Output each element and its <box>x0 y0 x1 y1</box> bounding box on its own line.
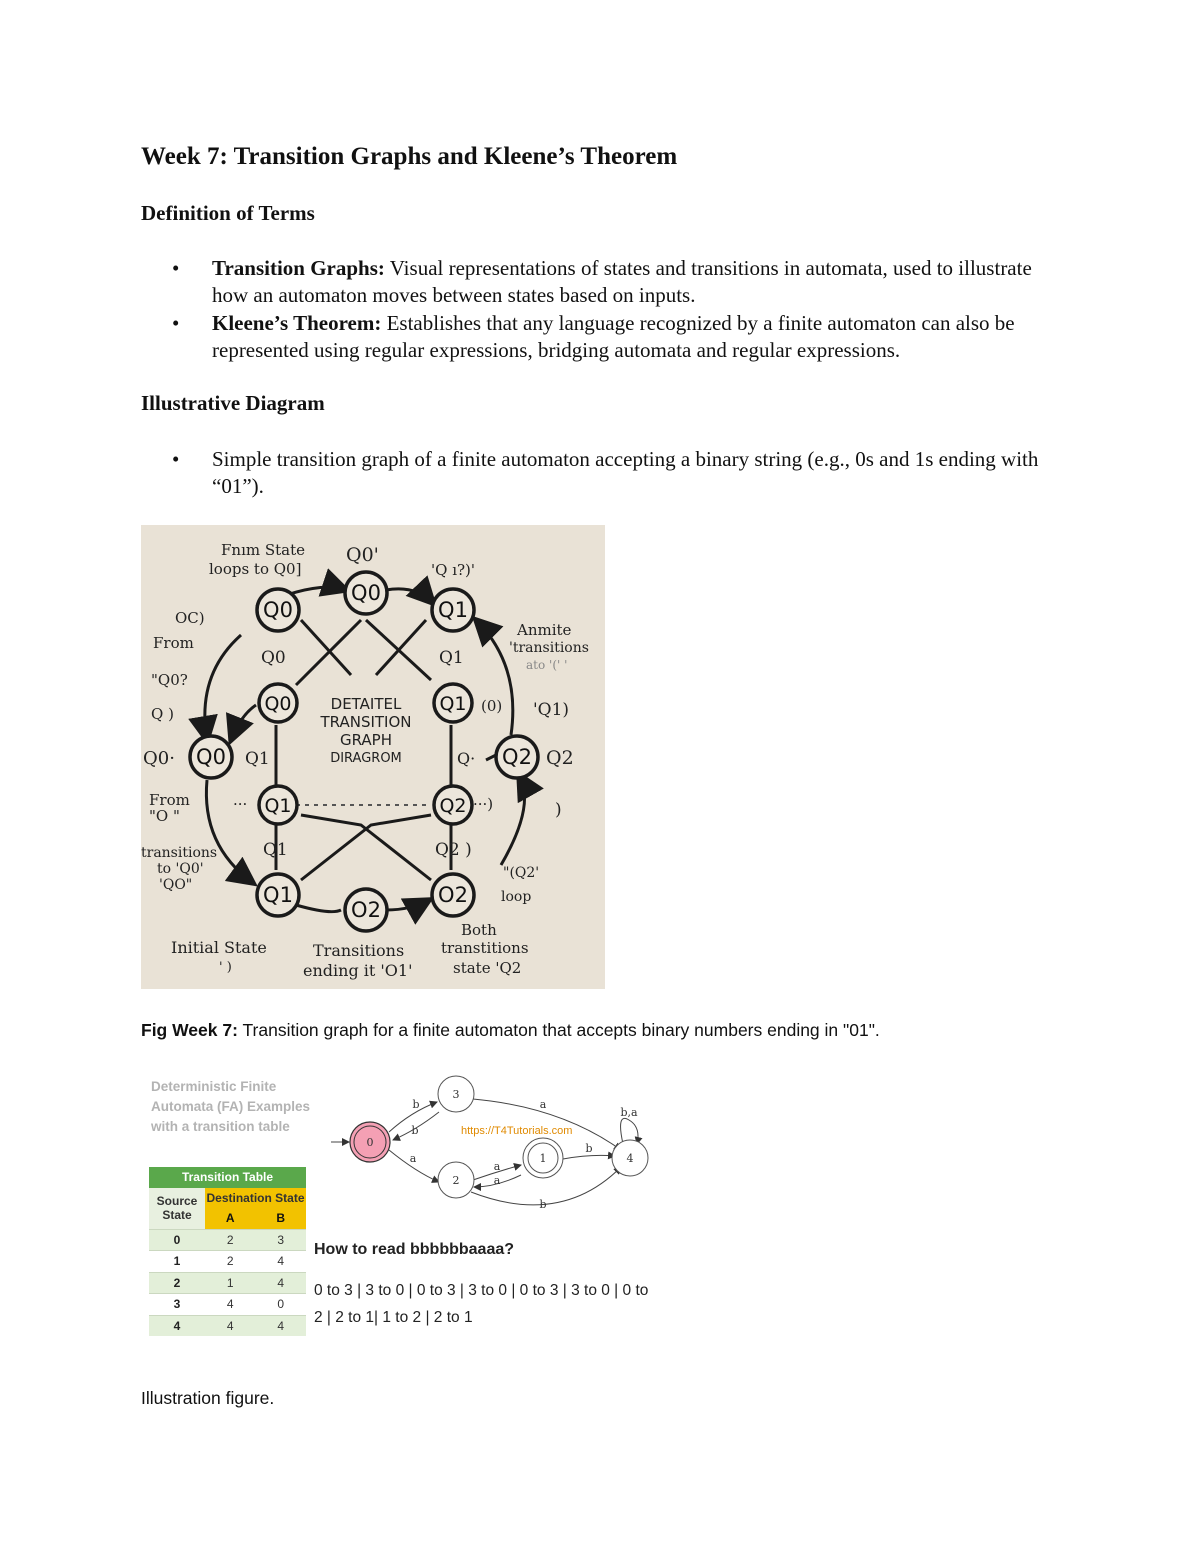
table-cell: 0 <box>255 1294 306 1316</box>
annotation: 'transitions <box>509 640 589 656</box>
annotation: (0) <box>481 697 503 715</box>
illustration-caption: Illustration figure. <box>141 1388 275 1408</box>
dfa-title: Deterministic Finite Automata (FA) Examples with a transition table <box>151 1079 311 1134</box>
illustrative-list <box>172 446 1072 501</box>
state-label: Q1 <box>263 883 293 907</box>
annotation: 'Q1) <box>533 700 570 720</box>
edge-label: b <box>585 1142 593 1155</box>
state-label: Q1 <box>439 693 467 715</box>
center-text: TRANSITION <box>320 713 412 731</box>
item-text: Simple transition graph of a finite automaton accepting a binary string (e.g., 0s and 1s ending with “01”). <box>212 447 1039 498</box>
state-label: Q0 <box>196 745 226 769</box>
figure-caption <box>141 1020 880 1041</box>
dfa-graph <box>331 1072 661 1222</box>
table-row <box>149 1272 306 1294</box>
dfa-state-label: 3 <box>452 1088 460 1101</box>
annotation: From <box>153 634 194 652</box>
annotation: Q1 <box>245 749 270 769</box>
dfa-state-label: 4 <box>626 1152 634 1165</box>
state-path-text: 0 to 3 | 3 to 0 | 0 to 3 | 3 to 0 | 0 to 3 | 3 to 0 | 0 to 2 | 2 to 1| 1 to 2 | 2 to 1 <box>314 1282 649 1326</box>
annotation: "O " <box>149 807 180 825</box>
annotation: 'QO" <box>159 877 193 893</box>
annotation: to 'Q0' <box>157 861 204 877</box>
list-item <box>172 446 1072 500</box>
annotation: loop <box>501 889 532 905</box>
annotation: state 'Q2 <box>453 959 522 977</box>
state-label: Q0 <box>263 598 293 622</box>
watermark: https://T4Tutorials.com <box>461 1125 573 1137</box>
how-to-read-heading: How to read bbbbbbaaaa? <box>314 1241 515 1258</box>
column-header-a: A <box>205 1208 255 1229</box>
annotation: ···) <box>473 795 494 813</box>
dfa-state-label: 1 <box>539 1152 547 1165</box>
bullet: • <box>172 447 180 471</box>
dfa-example-image <box>141 1067 653 1359</box>
state-label: Q0 <box>351 581 381 605</box>
bullet: • <box>172 311 180 335</box>
table-header: Transition Table <box>149 1167 306 1188</box>
annotation: Anmite <box>517 621 572 639</box>
illustrative-heading: Illustrative Diagram <box>141 391 325 415</box>
annotation: Initial State <box>171 938 267 957</box>
state-label: Q2 <box>439 795 467 817</box>
definition-heading: Definition of Terms <box>141 201 315 225</box>
state-label: Q2 <box>502 745 532 769</box>
transition-table <box>149 1167 306 1336</box>
annotation: Fnım State <box>221 541 306 559</box>
annotation: Q2 <box>546 747 574 769</box>
annotation: Q1 <box>263 840 288 860</box>
state-label: O2 <box>438 883 468 907</box>
edge-label: a <box>409 1152 417 1165</box>
edge-label: a <box>493 1174 501 1187</box>
annotation: "(Q2' <box>503 865 540 881</box>
center-text: DIRAGROM <box>330 751 402 766</box>
term-label: Kleene’s Theorem: <box>212 311 382 335</box>
annotation: ) <box>555 800 562 820</box>
table-cell: 4 <box>149 1315 205 1336</box>
table-row <box>149 1251 306 1273</box>
annotation: ··· <box>233 795 248 813</box>
table-cell: 1 <box>205 1272 255 1294</box>
annotation: Both <box>461 921 497 939</box>
table-cell: 4 <box>255 1251 306 1273</box>
transition-graph-svg <box>141 525 605 989</box>
table-row <box>149 1294 306 1316</box>
annotation: transitions <box>141 845 218 861</box>
caption-text: Transition graph for a finite automaton that accepts binary numbers ending in "01". <box>237 1020 880 1040</box>
transition-graph-image <box>141 525 605 989</box>
annotation: transtitions <box>441 939 529 957</box>
term-text: Establishes that any language recognized by a finite automaton can also be represented using regular expressions, bridging automata and regular expressions. <box>212 311 1015 362</box>
edge-label: a <box>493 1160 501 1173</box>
bullet: • <box>172 256 180 280</box>
caption-label: Fig Week 7: <box>141 1020 238 1040</box>
table-cell: 4 <box>255 1315 306 1336</box>
annotation: Q2 ) <box>435 840 472 860</box>
table-row <box>149 1229 306 1251</box>
table-cell: 1 <box>149 1251 205 1273</box>
annotation: Q ) <box>151 705 174 723</box>
annotation: OC) <box>175 609 205 627</box>
annotation: Q· <box>457 749 476 768</box>
page-title: Week 7: Transition Graphs and Kleene’s Theorem <box>141 143 678 170</box>
table-row <box>149 1315 306 1336</box>
dfa-state-label: 0 <box>366 1136 374 1149</box>
table-cell: 3 <box>149 1294 205 1316</box>
center-text: GRAPH <box>339 731 393 749</box>
annotation: From <box>149 791 190 809</box>
edge-label: a <box>539 1098 547 1111</box>
annotation: ato '(' ' <box>526 658 568 672</box>
terms-list <box>172 255 1072 365</box>
state-label: Q0 <box>264 693 292 715</box>
dfa-state-label: 2 <box>452 1174 460 1187</box>
edge-label: b <box>412 1098 420 1111</box>
table-cell: 0 <box>149 1229 205 1251</box>
annotation: Q1 <box>439 648 464 668</box>
source-state-header: Source State <box>149 1188 205 1229</box>
list-item <box>172 255 1072 309</box>
term-text: Visual representations of states and transitions in automata, used to illustrate how an automaton moves between states based on inputs. <box>212 256 1032 307</box>
table-cell: 3 <box>255 1229 306 1251</box>
annotation: Transitions <box>313 941 405 960</box>
state-label: Q1 <box>264 795 292 817</box>
table-cell: 2 <box>149 1272 205 1294</box>
term-label: Transition Graphs: <box>212 256 385 280</box>
center-text: DETAITEL <box>330 695 402 713</box>
table-cell: 4 <box>205 1315 255 1336</box>
annotation: ending it 'O1' <box>303 961 413 980</box>
annotation: Q0 <box>261 648 286 668</box>
column-header-b: B <box>255 1208 306 1229</box>
table-cell: 2 <box>205 1229 255 1251</box>
destination-state-header: Destination State <box>205 1188 306 1209</box>
annotation: ' ) <box>219 960 232 975</box>
edge-label: b <box>539 1198 547 1211</box>
annotation: Q0· <box>143 748 175 769</box>
annotation: "Q0? <box>151 671 188 689</box>
table-cell: 4 <box>255 1272 306 1294</box>
state-label: Q1 <box>438 598 468 622</box>
list-item <box>172 310 1072 364</box>
annotation: Q0' <box>346 544 379 566</box>
annotation: 'Q ı?)' <box>431 561 476 579</box>
edge-label: b <box>411 1124 419 1137</box>
state-label: O2 <box>351 898 381 922</box>
annotation: loops to Q0] <box>209 560 302 578</box>
table-cell: 2 <box>205 1251 255 1273</box>
table-cell: 4 <box>205 1294 255 1316</box>
edge-label: b,a <box>620 1106 638 1119</box>
